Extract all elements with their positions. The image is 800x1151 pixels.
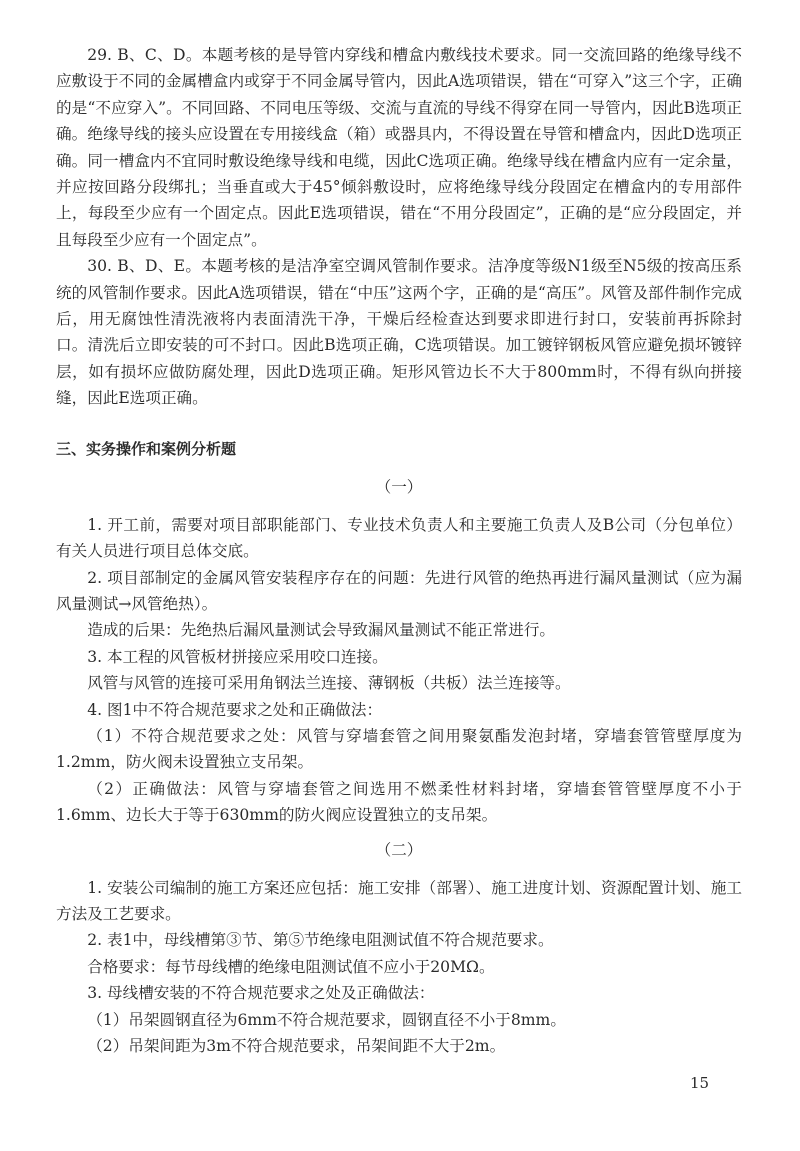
case-1-item-3-connection: 风管与风管的连接可采用角钢法兰连接、薄钢板（共板）法兰连接等。	[87, 674, 571, 693]
case-1-item-4: 4. 图1中不符合规范要求之处和正确做法：	[87, 700, 383, 719]
case-1-title: （一）	[375, 477, 423, 496]
case-1-item-2: 2. 项目部制定的金属风管安装程序存在的问题：先进行风管的绝热再进行漏风量测试（应为漏风量测试→风管绝热）。	[56, 568, 742, 613]
section-heading: 三、实务操作和案例分析题	[56, 439, 237, 458]
case-1-item-1: 1. 开工前，需要对项目部职能部门、专业技术负责人和主要施工负责人及B公司（分包单位）有关人员进行项目总体交底。	[56, 515, 742, 561]
case-2-item-3-sub-2: （2）吊架间距为3m不符合规范要求，吊架间距不大于2m。	[87, 1037, 506, 1055]
answer-30-paragraph: 30. B、D、E。本题考核的是洁净室空调风管制作要求。洁净度等级N1级至N5级的按高压系统的风管制作要求。因此A选项错误，错在“中压”这两个字，正确的是“高压”。风管及部件制作完成后，用无腐蚀性清洗液将内表面清洗干净，干燥后经检查达到要求即进行封口，安装前再拆除封口。清洗后立即安装的可不封口。因此B选项正确，C选项错误。加工镀锌钢板风管应避免损坏镀锌层，如有损坏应做防腐处理，因此D选项正确。矩形风管边长不大于800mm时，不得有纵向拼接缝，因此E选项正确。	[56, 257, 742, 408]
page-number: 15	[690, 1074, 710, 1092]
case-2-item-2-requirement: 合格要求：每节母线槽的绝缘电阻测试值不应小于20MΩ。	[87, 957, 495, 976]
answer-29-paragraph: 29. B、C、D。本题考核的是导管内穿线和槽盒内敷线技术要求。同一交流回路的绝缘导线不应敷设于不同的金属槽盒内或穿于不同金属导管内，因此A选项错误，错在“可穿入”这三个字，正确的是“不应穿入”。不同回路、不同电压等级、交流与直流的导线不得穿在同一导管内，因此B选项正确。绝缘导线的接头应设置在专用接线盒（箱）或器具内，不得设置在导管和槽盒内，因此D选项正确。同一槽盒内不宜同时敷设绝缘导线和电缆，因此C选项正确。绝缘导线在槽盒内应有一定余量，并应按回路分段绑扎；当垂直或大于45°倾斜敷设时，应将绝缘导线分段固定在槽盒内的专用部件上，每段至少应有一个固定点。因此E选项错误，错在“不用分段固定”，正确的是“应分段固定，并且每段至少应有一个固定点”。	[56, 46, 742, 249]
case-2-item-3-sub-1: （1）吊架圆钢直径为6mm不符合规范要求，圆钢直径不小于8mm。	[87, 1010, 566, 1029]
case-1-item-3: 3. 本工程的风管板材拼接应采用咬口连接。	[87, 647, 388, 666]
case-2-item-3: 3. 母线槽安装的不符合规范要求之处及正确做法：	[87, 984, 435, 1003]
case-2-item-1: 1. 安装公司编制的施工方案还应包括：施工安排（部署）、施工进度计划、资源配置计划、施工方法及工艺要求。	[56, 878, 742, 923]
case-2-title: （二）	[375, 840, 423, 859]
case-1-item-4-sub-2: （2）正确做法：风管与穿墙套管之间选用不燃柔性材料封堵，穿墙套管管壁厚度不小于1.6mm、边长大于等于630mm的防火阀应设置独立的支吊架。	[56, 779, 742, 825]
page-content	[56, 42, 742, 1059]
case-1-item-2-consequence: 造成的后果：先绝热后漏风量测试会导致漏风量测试不能正常进行。	[87, 621, 556, 640]
case-2-item-2: 2. 表1中，母线槽第③节、第⑤节绝缘电阻测试值不符合规范要求。	[87, 931, 554, 950]
case-1-item-4-sub-1: （1）不符合规范要求之处：风管与穿墙套管之间用聚氨酯发泡封堵，穿墙套管管壁厚度为1.2mm，防火阀未设置独立支吊架。	[56, 726, 742, 772]
